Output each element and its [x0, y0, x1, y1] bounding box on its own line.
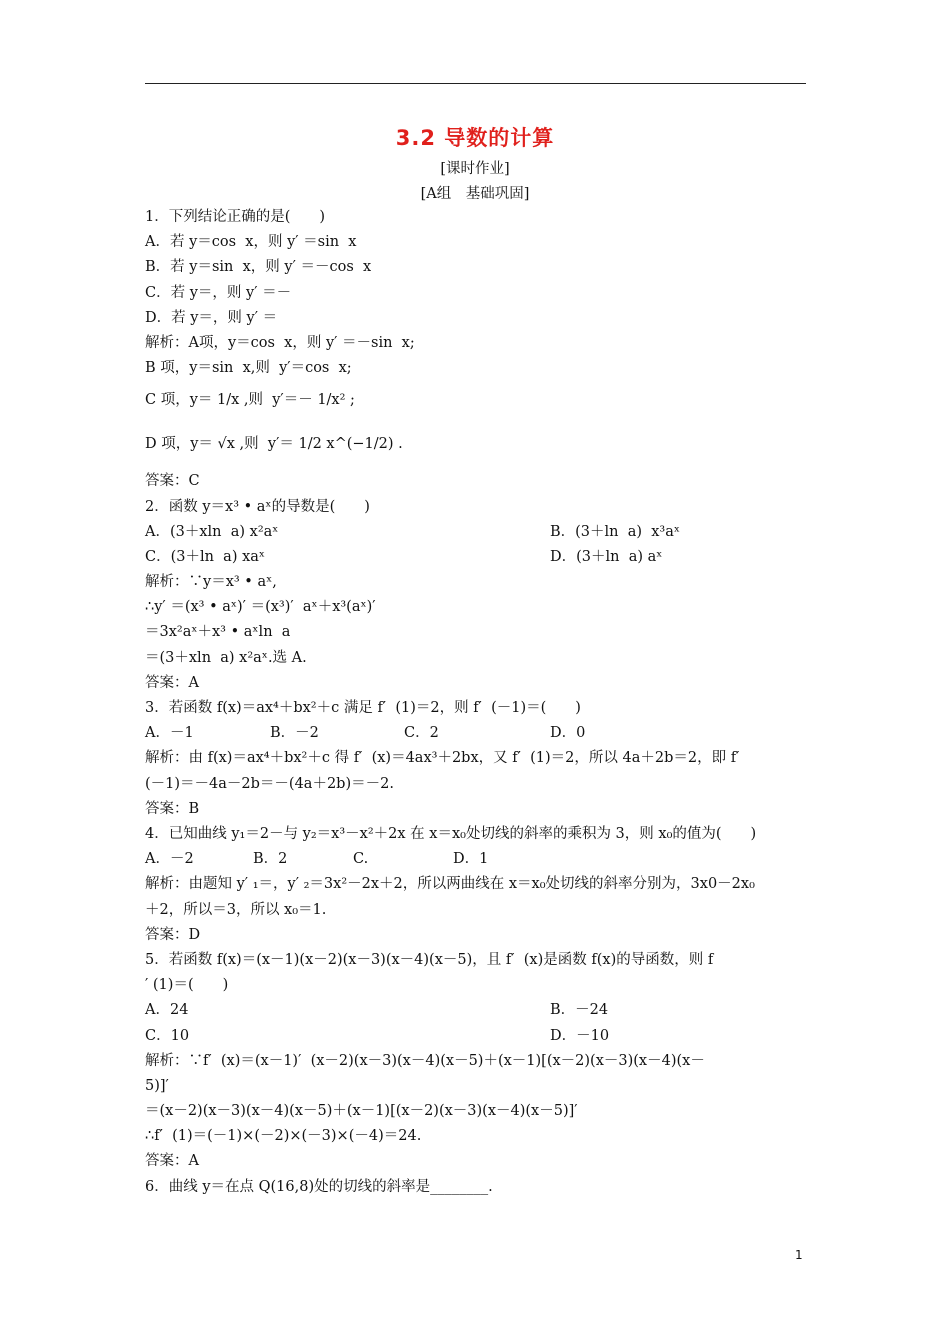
- q1-stem: 1．下列结论正确的是( ): [145, 209, 326, 225]
- q3-option-d: D．0: [550, 725, 586, 742]
- q2-solution-line: 解析：∵y＝x³ • aˣ,: [145, 574, 277, 591]
- q1-solution-line: C 项，y＝ 1/x ,则 y′＝－ 1/x² ;: [145, 392, 355, 409]
- page-number: 1: [795, 1248, 803, 1262]
- q4-solution-line: 解析：由题知 y′ ₁＝，y′ ₂＝3x²－2x＋2，所以两曲线在 x＝x₀处切线的斜率分别为，3x0－2x₀: [145, 876, 755, 893]
- header-rule: [145, 83, 806, 84]
- q3-option-a: A．－1: [145, 725, 194, 742]
- q5-solution-line: ∴f′ (1)＝(－1)×(－2)×(－3)×(－4)＝24.: [145, 1128, 422, 1145]
- q4-answer: 答案：D: [145, 926, 201, 943]
- q2-option-d: D．(3＋ln a) aˣ: [550, 548, 663, 565]
- q2-stem: 2．函数 y＝x³ • aˣ的导数是( ): [145, 498, 370, 515]
- q5-solution-line: 解析：∵f′ (x)＝(x－1)′ (x－2)(x－3)(x－4)(x－5)＋(x－1)[(x－2)(x－3)(x－4)(x－: [145, 1052, 705, 1069]
- q5-option-d: D．－10: [550, 1027, 610, 1044]
- q6-stem: 6．曲线 y＝在点 Q(16,8)处的切线的斜率是________.: [145, 1178, 493, 1195]
- q5-options-row: [145, 998, 807, 1023]
- q5-option-a: A．24: [145, 1002, 189, 1019]
- q3-answer: 答案：B: [145, 800, 200, 817]
- q5-options-row: [145, 1024, 807, 1049]
- q1-answer: 答案：C: [145, 473, 200, 490]
- q3-solution-line: (－1)＝－4a－2b＝－(4a＋2b)＝－2.: [145, 775, 394, 792]
- q3-options-row: [145, 721, 807, 746]
- q3-stem: 3．若函数 f(x)＝ax⁴＋bx²＋c 满足 f′ (1)＝2，则 f′ (－1)＝( ): [145, 700, 581, 717]
- page-subtitle: [课时作业]: [440, 161, 510, 177]
- q2-option-a: A．(3＋xln a) x²aˣ: [145, 523, 279, 540]
- q2-option-c: C．(3＋ln a) xaˣ: [145, 548, 266, 565]
- q5-stem: ′ (1)＝( ): [145, 977, 229, 994]
- q2-answer: 答案：A: [145, 674, 199, 691]
- q5-option-c: C．10: [145, 1027, 190, 1044]
- q4-option-b: B．2: [253, 851, 288, 868]
- q1-solution-line: D 项，y＝ √x ,则 y′＝ 1/2 x^(−1/2) .: [145, 436, 403, 453]
- q4-stem: 4．已知曲线 y₁＝2－与 y₂＝x³－x²＋2x 在 x＝x₀处切线的斜率的乘积为 3，则 x₀的值为( ): [145, 825, 757, 842]
- q4-option-d: D．1: [453, 851, 489, 868]
- page-title: 3.2 导数的计算: [395, 126, 555, 150]
- q4-option-c: C.: [353, 851, 369, 868]
- q3-option-c: C．2: [404, 725, 439, 742]
- q3-option-b: B．－2: [270, 725, 319, 742]
- q5-option-b: B．－24: [550, 1002, 609, 1019]
- q2-options-row: [145, 545, 807, 570]
- q4-solution-line: ＋2，所以＝3，所以 x₀＝1.: [145, 901, 327, 918]
- q4-option-a: A．－2: [145, 851, 194, 868]
- q1-solution-line: 解析：A项，y＝cos x，则 y′ ＝－sin x;: [145, 334, 415, 351]
- q5-solution-line: 5)]′: [145, 1077, 169, 1094]
- q4-options-row: [145, 847, 807, 872]
- q1-option-a: A．若 y＝cos x，则 y′ ＝sin x: [145, 234, 357, 251]
- q2-solution-line: ＝3x²aˣ＋x³ • aˣln a: [145, 624, 291, 641]
- q1-option-b: B．若 y＝sin x，则 y′ ＝－cos x: [145, 259, 372, 276]
- q5-stem: 5．若函数 f(x)＝(x－1)(x－2)(x－3)(x－4)(x－5)，且 f′ (x)是函数 f(x)的导函数，则 f: [145, 951, 714, 968]
- q1-option-c: C．若 y＝，则 y′ ＝－: [145, 284, 292, 301]
- document-body: [145, 205, 807, 1200]
- q1-solution-line: B 项，y＝sin x,则 y′＝cos x;: [145, 360, 352, 377]
- q2-option-b: B．(3＋ln a) x³aˣ: [550, 523, 681, 540]
- q3-solution-line: 解析：由 f(x)＝ax⁴＋bx²＋c 得 f′ (x)＝4ax³＋2bx，又 f′ (1)＝2，所以 4a＋2b＝2，即 f′: [145, 750, 740, 767]
- q5-solution-line: ＝(x－2)(x－3)(x－4)(x－5)＋(x－1)[(x－2)(x－3)(x－4)(x－5)]′: [145, 1103, 578, 1120]
- q1-option-d: D．若 y＝，则 y′ ＝: [145, 309, 278, 326]
- q2-solution-line: ∴y′ ＝(x³ • aˣ)′ ＝(x³)′ aˣ＋x³(aˣ)′: [145, 599, 376, 616]
- group-label: [A组 基础巩固]: [420, 186, 530, 202]
- q2-options-row: [145, 520, 807, 545]
- q5-answer: 答案：A: [145, 1153, 199, 1170]
- q2-solution-line: ＝(3＋xln a) x²aˣ.选 A.: [145, 649, 307, 666]
